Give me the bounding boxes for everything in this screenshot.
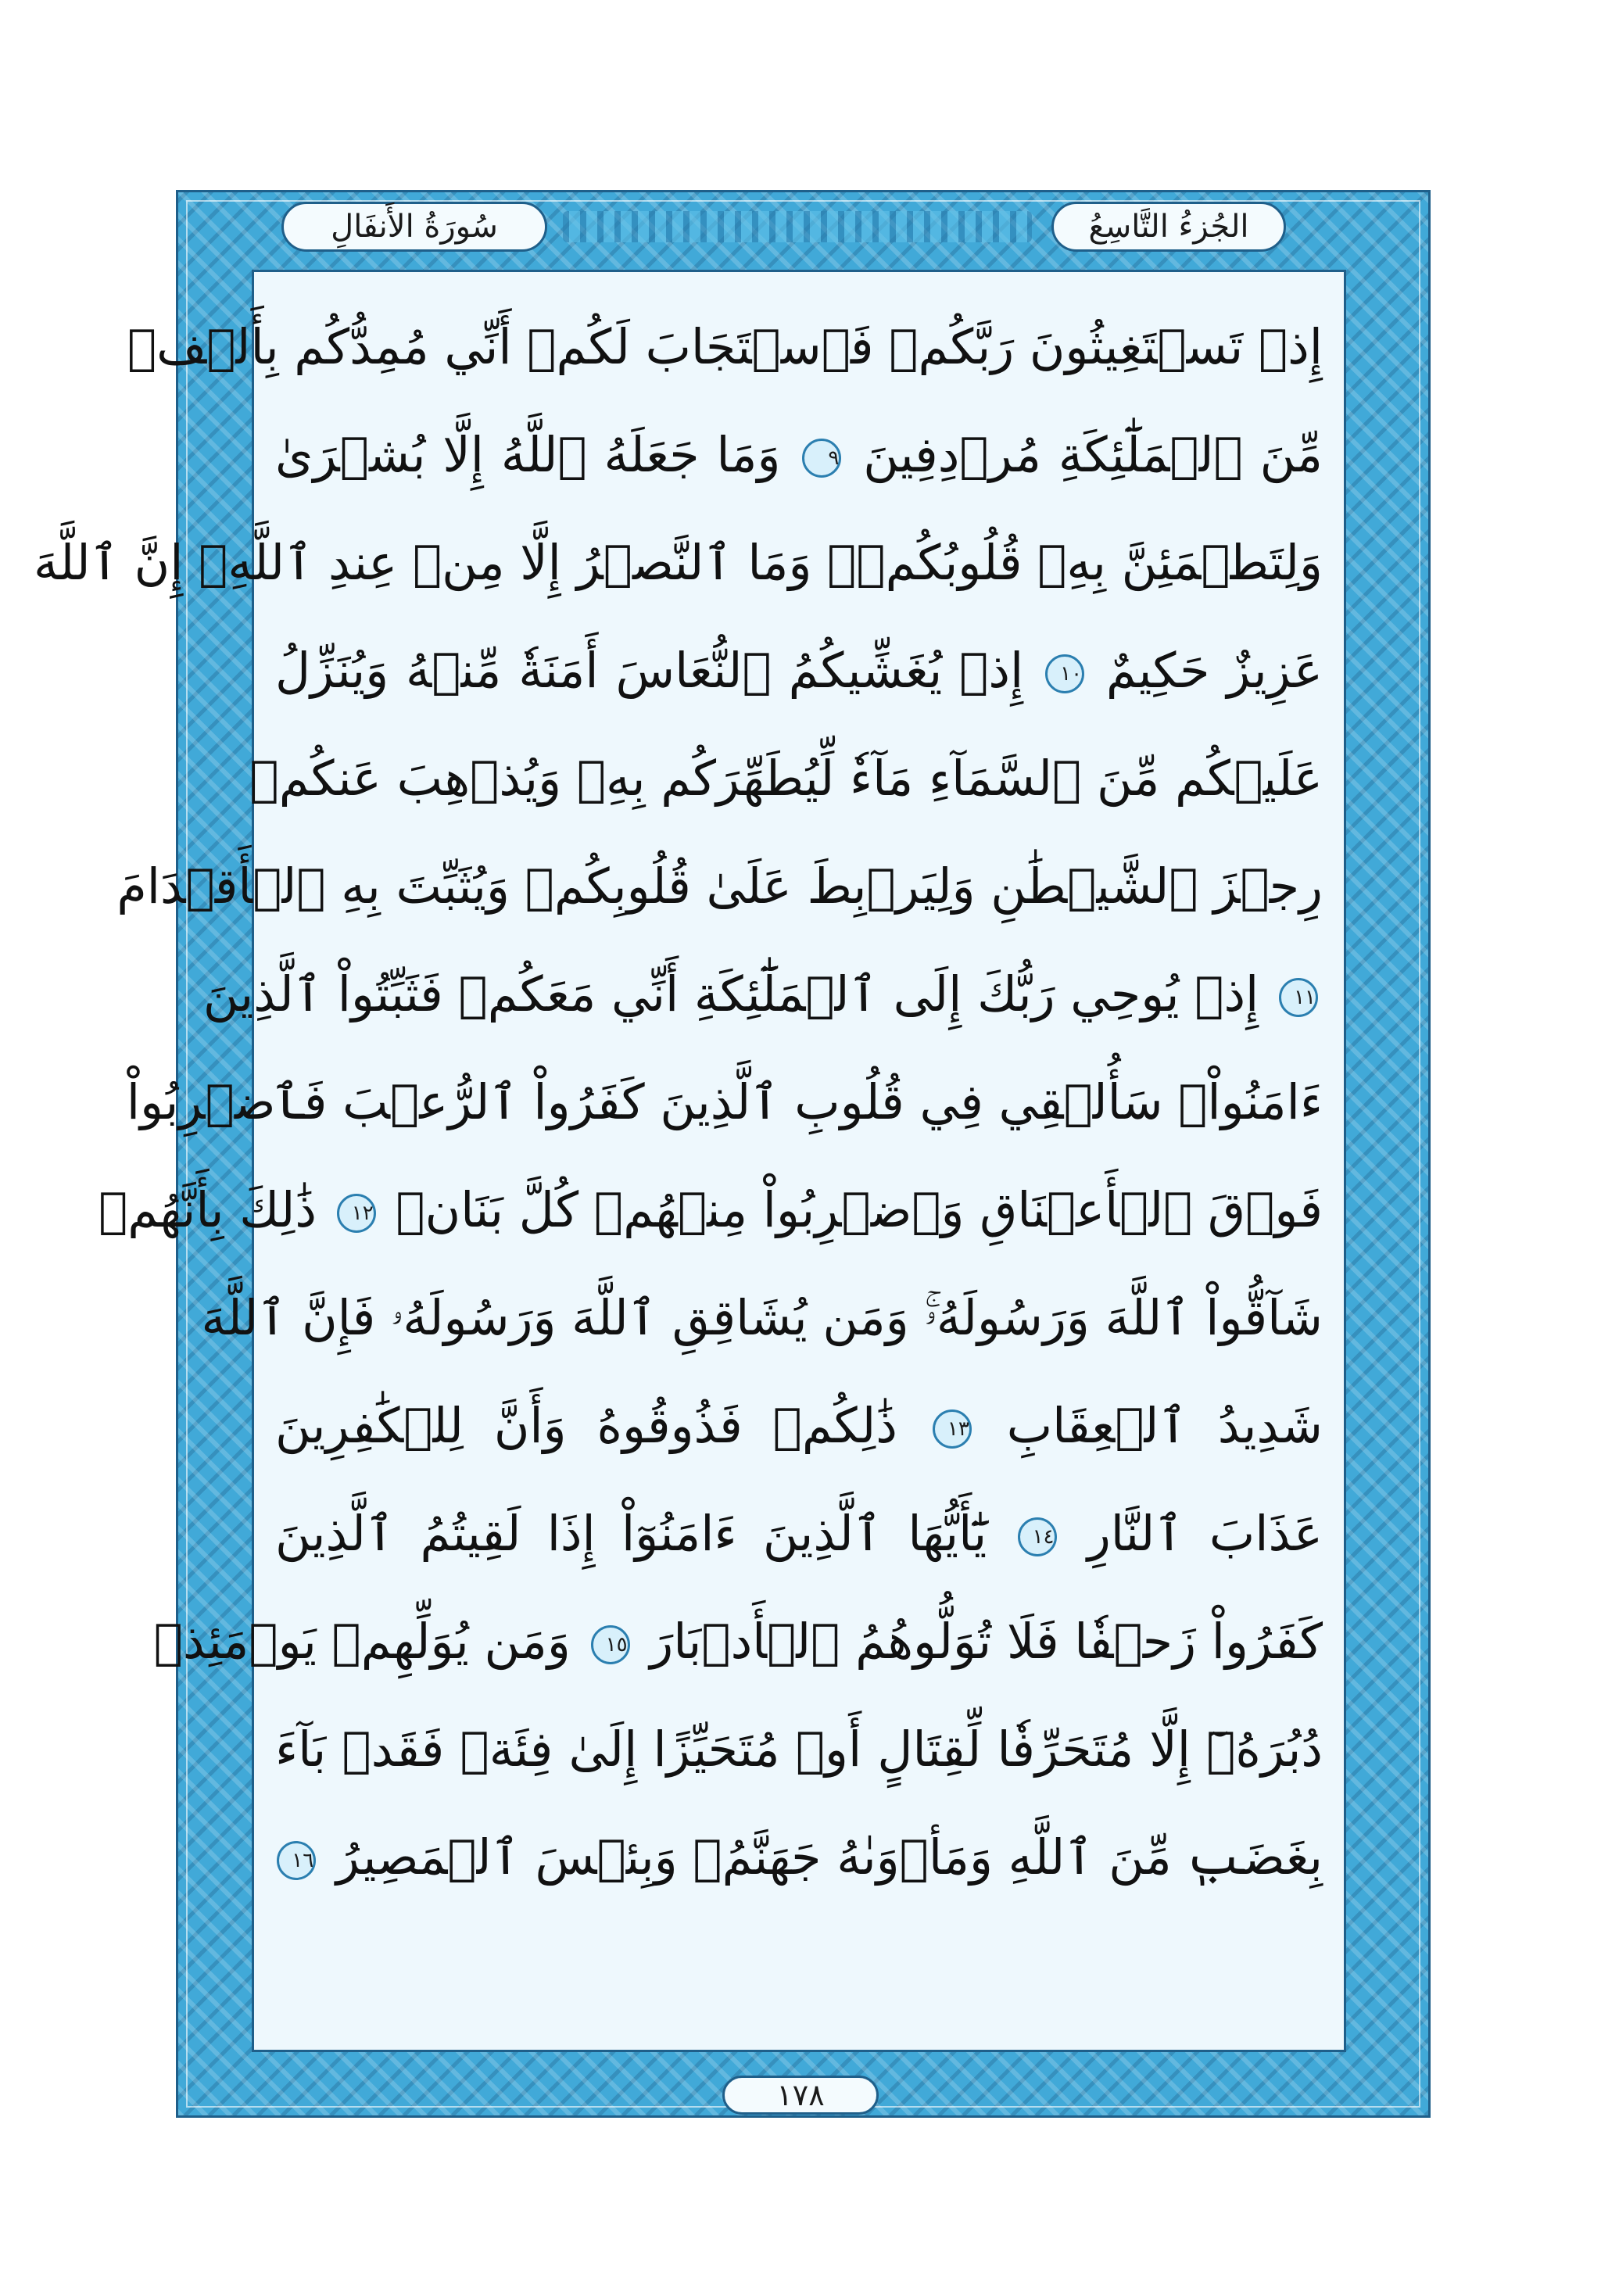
text-line xyxy=(249,725,1323,833)
text-line xyxy=(127,293,1323,401)
ayah-number-marker: ١٦ xyxy=(277,1841,316,1880)
verse-text: رِجۡزَ ٱلشَّيۡطَٰنِ وَلِيَرۡبِطَ عَلَىٰ قُلُوبِكُمۡ وَيُثَبِّتَ بِهِ ٱلۡأَقۡدَامَ xyxy=(116,858,1323,915)
text-line xyxy=(202,940,1323,1048)
text-line xyxy=(275,1372,1323,1480)
header-ornament xyxy=(563,211,1032,242)
ayah-number-marker: ١٢ xyxy=(337,1194,376,1233)
verse-text: مِّنَ ٱلۡمَلَٰٓئِكَةِ مُرۡدِفِينَ xyxy=(863,426,1323,483)
ayah-number-marker: ١٣ xyxy=(933,1409,972,1449)
ayah-number-marker: ١٥ xyxy=(591,1625,630,1664)
text-line xyxy=(201,1264,1323,1372)
verse-text: بِغَضَبٖ مِّنَ ٱللَّهِ وَمَأۡوَىٰهُ جَهَنَّمُۖ وَبِئۡسَ ٱلۡمَصِيرُ xyxy=(335,1829,1323,1886)
verse-text: وَمَا جَعَلَهُ ٱللَّهُ إِلَّا بُشۡرَىٰ xyxy=(275,426,781,483)
verse-text: عَلَيۡكُم مِّنَ ٱلسَّمَآءِ مَآءٗ لِّيُطَهِّرَكُم بِهِۦ وَيُذۡهِبَ عَنكُمۡ xyxy=(249,750,1323,807)
text-line xyxy=(275,1696,1323,1803)
quran-text xyxy=(33,293,1323,1911)
verse-text: عَزِيزٌ حَكِيمٌ xyxy=(1105,642,1323,699)
text-line xyxy=(275,1803,1323,1911)
verse-text: فَوۡقَ ٱلۡأَعۡنَاقِ وَٱضۡرِبُواْ مِنۡهُمۡ كُلَّ بَنَانٖ xyxy=(396,1181,1323,1238)
verse-text: شَآقُّواْ ٱللَّهَ وَرَسُولَهُۥۚ وَمَن يُشَاقِقِ ٱللَّهَ وَرَسُولَهُۥ فَإِنَّ ٱللَّهَ xyxy=(201,1289,1323,1346)
text-line xyxy=(116,833,1323,940)
ayah-number-marker: ٩ xyxy=(802,439,841,478)
ayah-number-marker: ١٤ xyxy=(1018,1517,1057,1556)
verse-text: شَدِيدُ ٱلۡعِقَابِ xyxy=(1006,1397,1323,1454)
verse-text: ءَامَنُواْۚ سَأُلۡقِي فِي قُلُوبِ ٱلَّذِينَ كَفَرُواْ ٱلرُّعۡبَ فَٱضۡرِبُواْ xyxy=(126,1073,1323,1130)
verse-text: ذَٰلِكُمۡ فَذُوقُوهُ وَأَنَّ لِلۡكَٰفِرِينَ xyxy=(275,1397,897,1454)
text-line xyxy=(275,401,1323,509)
page-number: ١٧٨ xyxy=(722,2076,879,2115)
surah-title: سُورَةُ الأَنفَالِ xyxy=(281,202,547,252)
verse-text: يَٰٓأَيُّهَا ٱلَّذِينَ ءَامَنُوٓاْ إِذَا لَقِيتُمُ ٱلَّذِينَ xyxy=(275,1505,987,1562)
ayah-number-marker: ١٠ xyxy=(1045,654,1084,693)
verse-text: دُبُرَهُۥٓ إِلَّا مُتَحَرِّفٗا لِّقِتَالٍ أَوۡ مُتَحَيِّزًا إِلَىٰ فِئَةٖ فَقَدۡ بَآءَ xyxy=(275,1721,1323,1778)
text-line xyxy=(153,1588,1323,1696)
text-line xyxy=(98,1156,1323,1264)
ayah-number-marker: ١١ xyxy=(1279,978,1318,1017)
verse-text: كَفَرُواْ زَحۡفٗا فَلَا تُوَلُّوهُمُ ٱلۡأَدۡبَارَ xyxy=(650,1613,1323,1670)
verse-text: إِذۡ يُوحِي رَبُّكَ إِلَى ٱلۡمَلَٰٓئِكَةِ أَنِّي مَعَكُمۡ فَثَبِّتُواْ ٱلَّذِينَ xyxy=(202,965,1259,1023)
verse-text: وَمَن يُوَلِّهِمۡ يَوۡمَئِذٖ xyxy=(153,1613,571,1670)
verse-text: إِذۡ تَسۡتَغِيثُونَ رَبَّكُمۡ فَٱسۡتَجَابَ لَكُمۡ أَنِّي مُمِدُّكُم بِأَلۡفٖ xyxy=(127,318,1323,375)
verse-text: ذَٰلِكَ بِأَنَّهُمۡ xyxy=(98,1181,317,1238)
verse-text: عَذَابَ ٱلنَّارِ xyxy=(1087,1505,1323,1562)
text-line xyxy=(275,1480,1323,1588)
verse-text: إِذۡ يُغَشِّيكُمُ ٱلنُّعَاسَ أَمَنَةٗ مِّنۡهُ وَيُنَزِّلُ xyxy=(275,642,1024,699)
text-line xyxy=(275,617,1323,725)
text-line xyxy=(126,1048,1323,1156)
juz-title: الجُزءُ التَّاسِعُ xyxy=(1051,202,1286,252)
verse-text: وَلِتَطۡمَئِنَّ بِهِۦ قُلُوبُكُمۡۚ وَمَا ٱلنَّصۡرُ إِلَّا مِنۡ عِندِ ٱللَّهِۚ إِنَّ ٱللَّهَ xyxy=(33,534,1323,591)
text-line xyxy=(33,509,1323,617)
